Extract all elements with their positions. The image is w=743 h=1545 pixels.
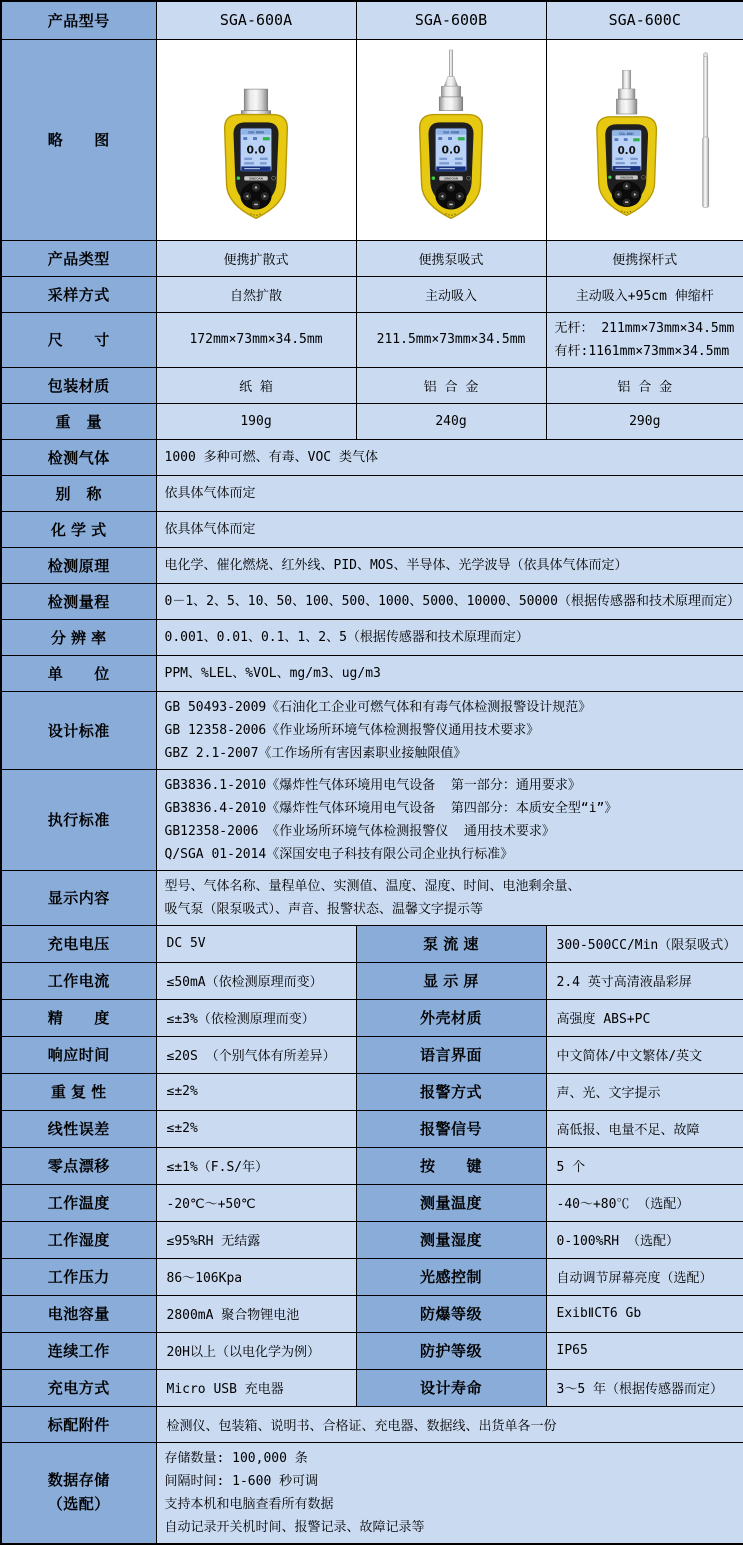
product-attribute-value: 便携泵吸式 <box>356 240 546 276</box>
spec-value-left: -20℃～+50℃ <box>156 1184 356 1221</box>
product-attribute-value: 便携扩散式 <box>156 240 356 276</box>
spec-pair-row <box>1 925 743 962</box>
spec-full-value <box>156 655 743 691</box>
row-label: 产品类型 <box>1 240 156 276</box>
spec-value-right: 自动调节屏幕亮度（选配） <box>546 1258 743 1295</box>
product-attribute-value: 172mm×73mm×34.5mm <box>156 312 356 367</box>
row-label: 充电方式 <box>1 1369 156 1406</box>
spec-value-left: ≤±2% <box>156 1110 356 1147</box>
row-label: 执行标准 <box>1 769 156 870</box>
storage-value <box>156 1442 743 1544</box>
spec-full-value <box>156 870 743 925</box>
spec-value-right: ExibⅡCT6 Gb <box>546 1295 743 1332</box>
row-label: 线性误差 <box>1 1110 156 1147</box>
spec-value-right: 2.4 英寸高清液晶彩屏 <box>546 962 743 999</box>
product-image-sga-600b <box>357 40 546 240</box>
spec-value-right: -40～+80℃ （选配） <box>546 1184 743 1221</box>
spec-pair-row <box>1 962 743 999</box>
spec-full-value <box>156 619 743 655</box>
product-attribute-row <box>1 403 743 439</box>
product-image-sga-600c <box>547 40 743 240</box>
spec-full-row <box>1 691 743 769</box>
spec-value-right: 高强度 ABS+PC <box>546 999 743 1036</box>
status-led <box>237 176 241 180</box>
text-line: 依具体气体而定 <box>165 518 736 541</box>
row-label: 工作压力 <box>1 1258 156 1295</box>
spec-value-left: ≤±2% <box>156 1073 356 1110</box>
spec-full-row <box>1 870 743 925</box>
row-label: 检测原理 <box>1 547 156 583</box>
spec-full-value <box>156 439 743 475</box>
text-line: GB12358-2006 《作业场所环境气体检测报警仪 通用技术要求》 <box>165 820 736 843</box>
svg-text:SGA-600C: SGA-600C <box>619 131 634 135</box>
product-attribute-row <box>1 240 743 276</box>
text-line: 无杆： 211mm×73mm×34.5mm <box>555 317 736 340</box>
spec-value-right: 高低报、电量不足、故障 <box>546 1110 743 1147</box>
spec-full-row <box>1 583 743 619</box>
row-label: 检测量程 <box>1 583 156 619</box>
text-line: Q/SGA 01-2014《深国安电子科技有限公司企业执行标准》 <box>165 843 736 866</box>
product-attribute-value: 240g <box>356 403 546 439</box>
row-label: 显 示 屏 <box>356 962 546 999</box>
telescopic-rod <box>702 52 708 207</box>
spec-full-row <box>1 547 743 583</box>
text-line: 0.001、0.01、0.1、1、2、5（根据传感器和技术原理而定） <box>165 626 736 649</box>
spec-value-left: 20H以上（以电化学为例） <box>156 1332 356 1369</box>
row-label: 充电电压 <box>1 925 156 962</box>
spec-pair-row <box>1 999 743 1036</box>
spec-value-right: 中文简体/中文繁体/英文 <box>546 1036 743 1073</box>
product-image-sga-600a <box>157 40 356 240</box>
text-line: 1000 多种可燃、有毒、VOC 类气体 <box>165 446 736 469</box>
row-label: 报警信号 <box>356 1110 546 1147</box>
spec-value-left: ≤20S （个别气体有所差异） <box>156 1036 356 1073</box>
spec-pair-row <box>1 1295 743 1332</box>
product-attribute-value: 铝 合 金 <box>356 367 546 403</box>
status-led <box>608 175 611 178</box>
text-line: 0－1、2、5、10、50、100、500、1000、5000、10000、50000（根据传感器和技术原理而定） <box>165 590 736 613</box>
spec-value-right: 声、光、文字提示 <box>546 1073 743 1110</box>
row-label: 精 度 <box>1 999 156 1036</box>
product-attribute-row <box>1 312 743 367</box>
spec-value-left: ≤±3%（依检测原理而变） <box>156 999 356 1036</box>
product-image-cell-sga-600b <box>356 39 546 240</box>
spec-value-left: DC 5V <box>156 925 356 962</box>
row-label: 采样方式 <box>1 276 156 312</box>
product-attribute-value: 211.5mm×73mm×34.5mm <box>356 312 546 367</box>
spec-full-row <box>1 619 743 655</box>
spec-pair-row <box>1 1073 743 1110</box>
brand-text: SINGOAN <box>444 176 458 180</box>
gas-detector-sketch <box>358 42 544 238</box>
text-line: PPM、%LEL、%VOL、mg/m3、ug/m3 <box>165 662 736 685</box>
text-line: 数据存储 <box>4 1469 154 1493</box>
row-label: 包装材质 <box>1 367 156 403</box>
spec-value-left: ≤95%RH 无结露 <box>156 1221 356 1258</box>
spec-pair-row <box>1 1184 743 1221</box>
spec-pair-row <box>1 1147 743 1184</box>
product-attribute-value: 290g <box>546 403 743 439</box>
spec-pair-row <box>1 1258 743 1295</box>
text-line: 间隔时间: 1-600 秒可调 <box>165 1470 736 1493</box>
text-line: 支持本机和电脑查看所有数据 <box>165 1493 736 1516</box>
spec-value-left: ≤50mA（依检测原理而变） <box>156 962 356 999</box>
text-line: 型号、气体名称、量程单位、实测值、温度、湿度、时间、电池剩余量、 <box>165 875 736 898</box>
row-label: 化 学 式 <box>1 511 156 547</box>
row-label: 连续工作 <box>1 1332 156 1369</box>
text-line: 存储数量: 100,000 条 <box>165 1447 736 1470</box>
text-line: GBZ 2.1-2007《工作场所有害因素职业接触限值》 <box>165 742 736 765</box>
sensor-cap <box>244 89 267 112</box>
spec-value-left: Micro USB 充电器 <box>156 1369 356 1406</box>
row-label: 重 复 性 <box>1 1073 156 1110</box>
product-attribute-value: 便携探杆式 <box>546 240 743 276</box>
row-label <box>1 1442 156 1544</box>
row-label: 电池容量 <box>1 1295 156 1332</box>
row-label: 按 键 <box>356 1147 546 1184</box>
row-label: 外壳材质 <box>356 999 546 1036</box>
row-label: 防护等级 <box>356 1332 546 1369</box>
text-line: GB3836.1-2010《爆炸性气体环境用电气设备 第一部分：通用要求》 <box>165 774 736 797</box>
spec-pair-row <box>1 1221 743 1258</box>
row-label: 分 辨 率 <box>1 619 156 655</box>
gas-detector-sketch <box>552 42 738 238</box>
row-label: 重 量 <box>1 403 156 439</box>
row-label: 测量湿度 <box>356 1221 546 1258</box>
spec-full-row <box>1 439 743 475</box>
model-name-sga-600c: SGA-600C <box>546 1 743 39</box>
spec-pair-row <box>1 1036 743 1073</box>
text-line: 有杆:1161mm×73mm×34.5mm <box>555 340 736 363</box>
product-attribute-value: 190g <box>156 403 356 439</box>
spec-full-row <box>1 769 743 870</box>
row-label-sketch: 略 图 <box>1 39 156 240</box>
spec-value-right: 0-100%RH （选配） <box>546 1221 743 1258</box>
spec-full-value <box>156 583 743 619</box>
row-label: 设计标准 <box>1 691 156 769</box>
spec-pair-row <box>1 1369 743 1406</box>
text-line: 自动记录开关机时间、报警记录、故障记录等 <box>165 1516 736 1539</box>
brand-text: SINGOAN <box>249 176 263 180</box>
text-line: 吸气泵（限泵吸式）、声音、报警状态、温馨文字提示等 <box>165 898 736 921</box>
brand-text: SINGOAN <box>620 175 633 179</box>
product-attribute-value: 铝 合 金 <box>546 367 743 403</box>
spec-value-left: 2800mA 聚合物锂电池 <box>156 1295 356 1332</box>
row-label: 设计寿命 <box>356 1369 546 1406</box>
status-led <box>432 176 436 180</box>
screen-reading: 0.0 <box>246 143 265 156</box>
product-attribute-row <box>1 276 743 312</box>
text-line: GB 50493-2009《石油化工企业可燃气体和有毒气体检测报警设计规范》 <box>165 696 736 719</box>
model-name-sga-600a: SGA-600A <box>156 1 356 39</box>
product-image-cell-sga-600a <box>156 39 356 240</box>
accessories-row <box>1 1406 743 1442</box>
row-label: 光感控制 <box>356 1258 546 1295</box>
svg-text:SGA-600A: SGA-600A <box>248 130 264 134</box>
row-label: 尺 寸 <box>1 312 156 367</box>
spec-pair-row <box>1 1332 743 1369</box>
row-label: 标配附件 <box>1 1406 156 1442</box>
row-label: 响应时间 <box>1 1036 156 1073</box>
spec-full-value <box>156 475 743 511</box>
row-label: 零点漂移 <box>1 1147 156 1184</box>
row-label: 防爆等级 <box>356 1295 546 1332</box>
row-label: 测量温度 <box>356 1184 546 1221</box>
screen-reading: 0.0 <box>441 143 460 156</box>
product-attribute-value: 纸 箱 <box>156 367 356 403</box>
row-label: 显示内容 <box>1 870 156 925</box>
spec-full-value <box>156 769 743 870</box>
spec-pair-row <box>1 1110 743 1147</box>
accessories-value: 检测仪、包装箱、说明书、合格证、充电器、数据线、出货单各一份 <box>156 1406 743 1442</box>
row-label: 工作湿度 <box>1 1221 156 1258</box>
row-label: 别 称 <box>1 475 156 511</box>
model-name-sga-600b: SGA-600B <box>356 1 546 39</box>
spec-full-row <box>1 511 743 547</box>
product-attribute-row <box>1 367 743 403</box>
row-label: 工作电流 <box>1 962 156 999</box>
product-attribute-value: 主动吸入 <box>356 276 546 312</box>
spec-full-row <box>1 655 743 691</box>
product-attribute-value: 主动吸入+95cm 伸缩杆 <box>546 276 743 312</box>
row-label: 报警方式 <box>356 1073 546 1110</box>
row-label: 工作温度 <box>1 1184 156 1221</box>
sketch-row <box>1 39 743 240</box>
product-image-cell-sga-600c <box>546 39 743 240</box>
spec-value-left: ≤±1%（F.S/年） <box>156 1147 356 1184</box>
spec-full-value <box>156 691 743 769</box>
svg-text:SGA-600B: SGA-600B <box>443 130 459 134</box>
data-storage-row <box>1 1442 743 1544</box>
sensor-tube <box>622 70 630 90</box>
product-attribute-value <box>546 312 743 367</box>
screen-reading: 0.0 <box>617 145 635 156</box>
spec-value-right: 3～5 年（根据传感器而定） <box>546 1369 743 1406</box>
row-label-product-model: 产品型号 <box>1 1 156 39</box>
spec-full-row <box>1 475 743 511</box>
text-line: 电化学、催化燃烧、红外线、PID、MOS、半导体、光学波导（依具体气体而定） <box>165 554 736 577</box>
product-attribute-value: 自然扩散 <box>156 276 356 312</box>
spec-value-left: 86～106Kpa <box>156 1258 356 1295</box>
spec-value-right: 5 个 <box>546 1147 743 1184</box>
row-label: 泵 流 速 <box>356 925 546 962</box>
model-header-row <box>1 1 743 39</box>
gas-detector-sketch <box>163 42 349 238</box>
text-line: GB3836.4-2010《爆炸性气体环境用电气设备 第四部分：本质安全型“i”》 <box>165 797 736 820</box>
row-label: 单 位 <box>1 655 156 691</box>
pump-probe <box>449 49 452 75</box>
text-line: （选配） <box>4 1493 154 1517</box>
spec-value-right: IP65 <box>546 1332 743 1369</box>
spec-full-value <box>156 511 743 547</box>
text-line: GB 12358-2006《作业场所环境气体检测报警仪通用技术要求》 <box>165 719 736 742</box>
text-line: 依具体气体而定 <box>165 482 736 505</box>
spec-value-right: 300-500CC/Min（限泵吸式） <box>546 925 743 962</box>
row-label: 检测气体 <box>1 439 156 475</box>
row-label: 语言界面 <box>356 1036 546 1073</box>
spec-full-value <box>156 547 743 583</box>
